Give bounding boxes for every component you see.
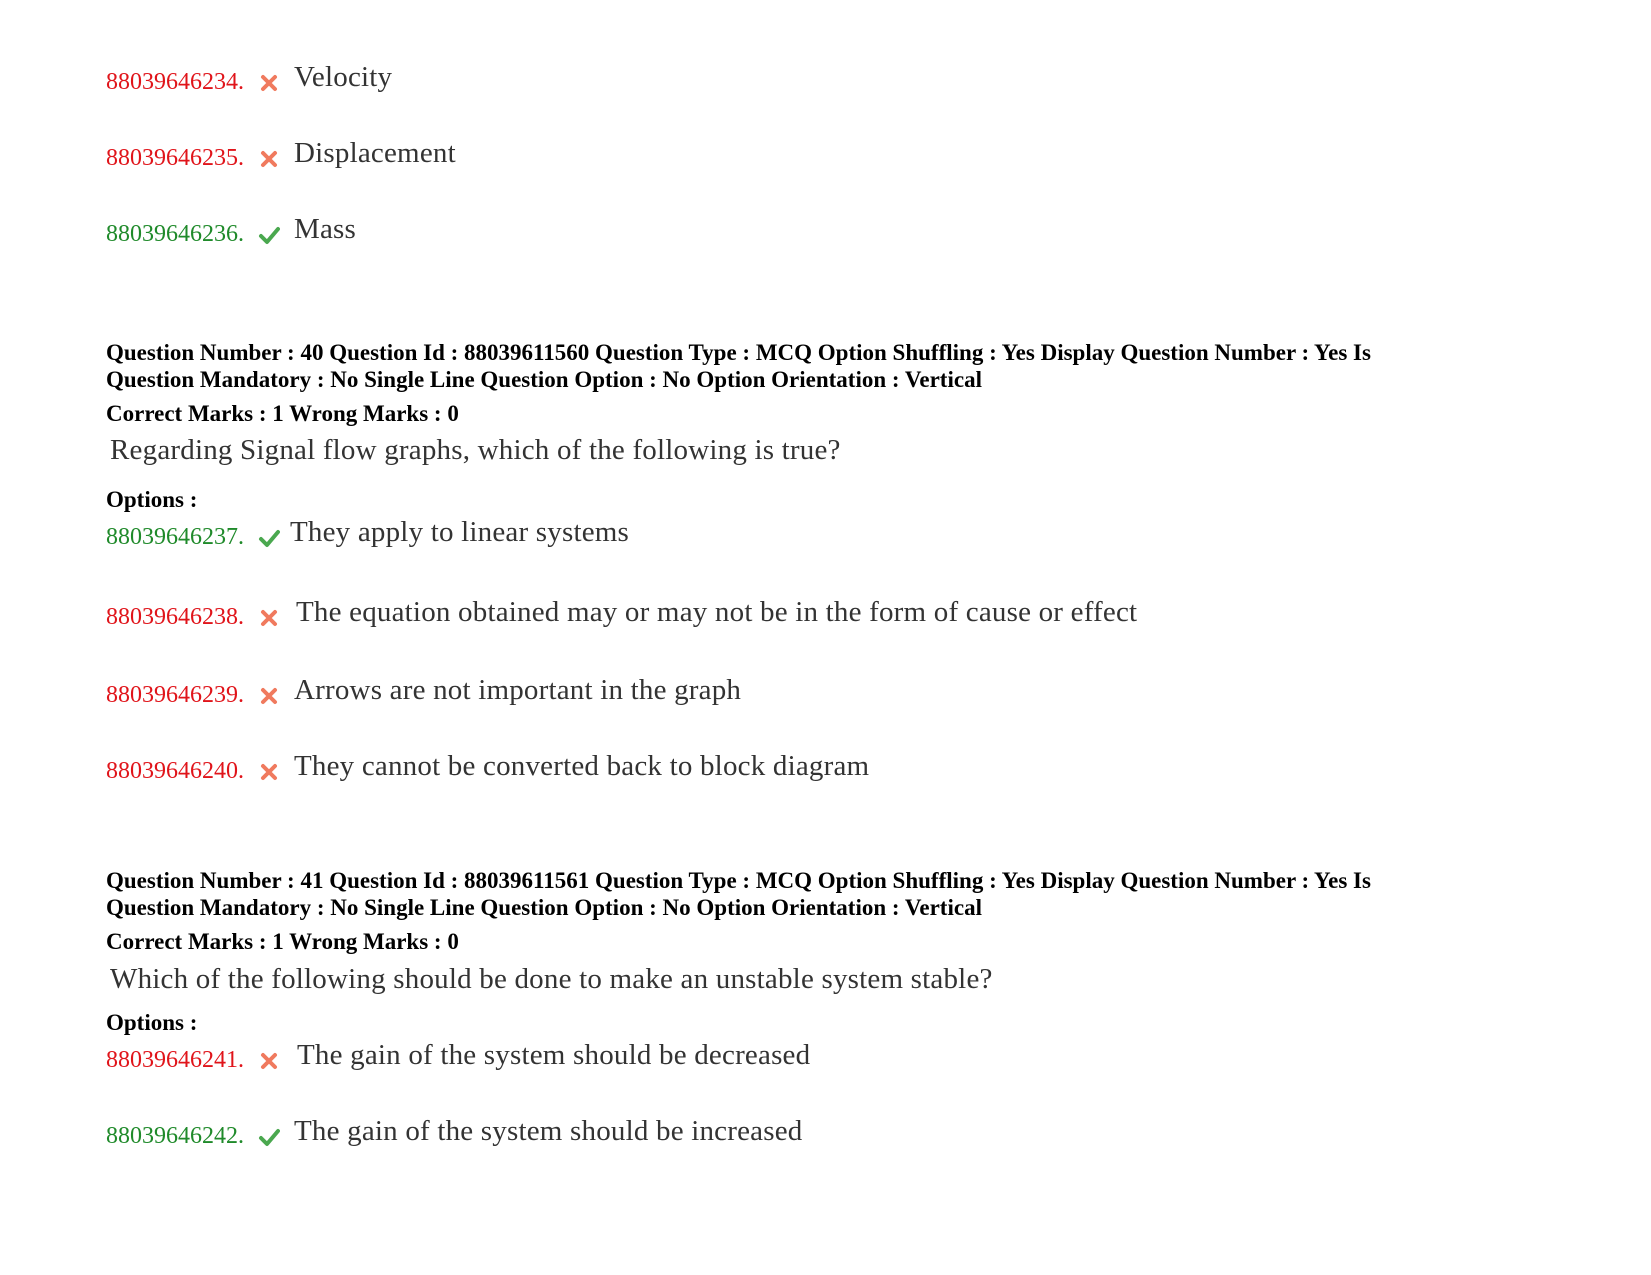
option-text: The equation obtained may or may not be in the form of cause or effect — [296, 596, 1138, 628]
cross-icon — [258, 607, 280, 629]
option-text: The gain of the system should be decreased — [297, 1039, 811, 1071]
question-meta-line-1: Question Number : 40 Question Id : 88039611560 Question Type : MCQ Option Shuffling : Yes Display Question Number : Yes Is — [106, 340, 1371, 365]
option-text: Velocity — [294, 61, 393, 93]
option-id: 88039646234. — [106, 69, 244, 95]
check-icon — [258, 224, 280, 246]
option-id: 88039646241. — [106, 1047, 244, 1073]
option-id: 88039646240. — [106, 758, 244, 784]
options-label: Options : — [106, 1010, 198, 1035]
option-id: 88039646239. — [106, 682, 244, 708]
question-meta-line-2: Question Mandatory : No Single Line Question Option : No Option Orientation : Vertical — [106, 367, 982, 392]
option-id: 88039646238. — [106, 604, 244, 630]
question-meta — [106, 339, 1546, 393]
option-text: Arrows are not important in the graph — [294, 674, 742, 706]
cross-icon — [258, 72, 280, 94]
check-icon — [258, 1126, 280, 1148]
question-marks: Correct Marks : 1 Wrong Marks : 0 — [106, 929, 459, 954]
question-meta-line-1: Question Number : 41 Question Id : 88039611561 Question Type : MCQ Option Shuffling : Yes Display Question Number : Yes Is — [106, 868, 1371, 893]
question-marks: Correct Marks : 1 Wrong Marks : 0 — [106, 401, 459, 426]
cross-icon — [258, 148, 280, 170]
cross-icon — [258, 685, 280, 707]
option-text: Displacement — [294, 137, 456, 169]
option-id: 88039646236. — [106, 221, 244, 247]
cross-icon — [258, 761, 280, 783]
question-text: Regarding Signal flow graphs, which of the following is true? — [110, 434, 841, 466]
check-icon — [258, 527, 280, 549]
option-id: 88039646242. — [106, 1123, 244, 1149]
question-text: Which of the following should be done to make an unstable system stable? — [110, 963, 993, 995]
option-text: They apply to linear systems — [290, 516, 630, 548]
option-text: Mass — [294, 213, 357, 245]
options-label: Options : — [106, 487, 198, 512]
option-id: 88039646235. — [106, 145, 244, 171]
option-id: 88039646237. — [106, 524, 244, 550]
cross-icon — [258, 1050, 280, 1072]
option-text: The gain of the system should be increased — [294, 1115, 803, 1147]
option-text: They cannot be converted back to block diagram — [294, 750, 870, 782]
question-meta-line-2: Question Mandatory : No Single Line Question Option : No Option Orientation : Vertical — [106, 895, 982, 920]
question-meta — [106, 867, 1546, 921]
